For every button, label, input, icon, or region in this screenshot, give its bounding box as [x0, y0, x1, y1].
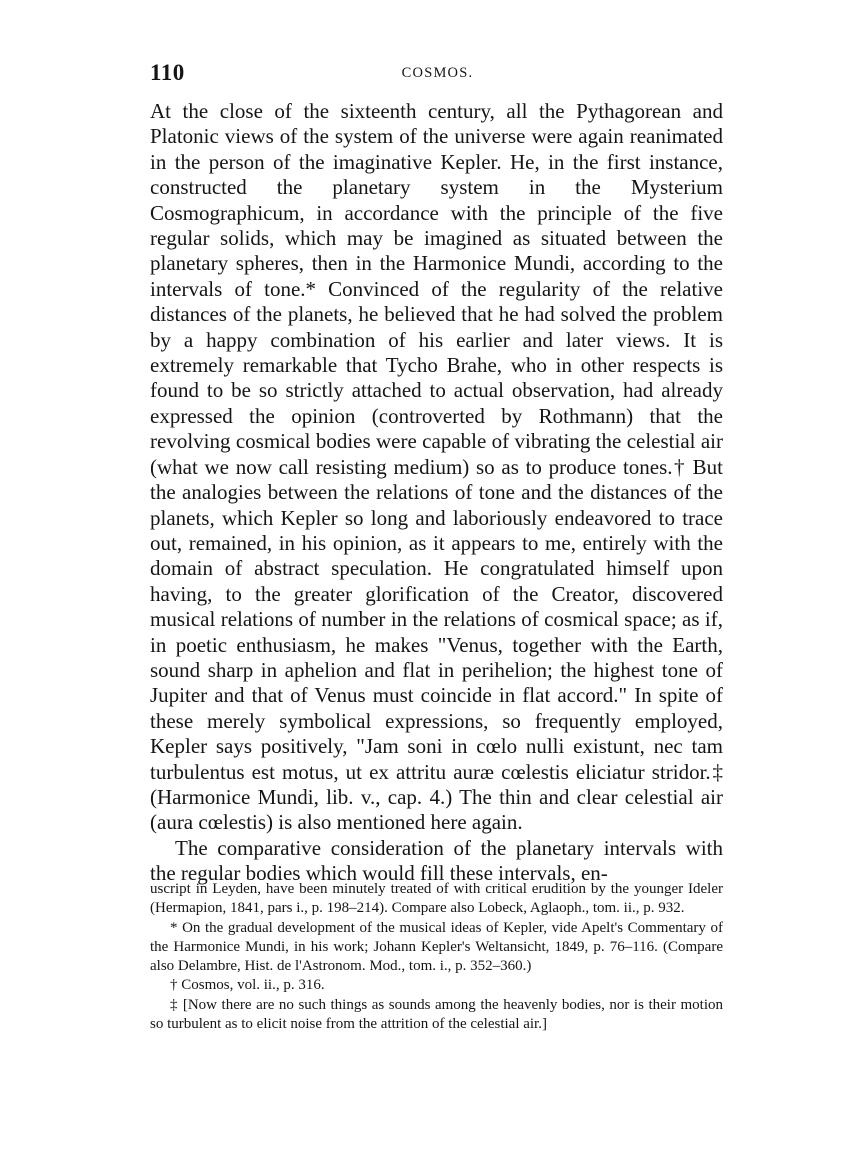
- main-text: [150, 99, 723, 887]
- paragraph-1: At the close of the sixteenth century, all the Pythagorean and Platonic views of the system of the universe were again reanimated in the person of the imaginative Kepler. He, in the first instance, constructed the planetary system in the Mysterium Cosmographicum, in accordance with the principle of the five regular solids, which may be imagined as situated between the planetary spheres, then in the Harmonice Mundi, according to the intervals of tone.* Convinced of the regularity of the relative distances of the planets, he believed that he had solved the problem by a happy combination of his earlier and later views. It is extremely remarkable that Tycho Brahe, who in other respects is found to be so strictly attached to actual observation, had already expressed the opinion (controverted by Rothmann) that the revolving cosmical bodies were capable of vibrating the celestial air (what we now call resisting medium) so as to produce tones.† But the analogies between the relations of tone and the distances of the planets, which Kepler so long and laboriously endeavored to trace out, remained, in his opinion, as it appears to me, entirely with the domain of abstract speculation. He congratulated himself upon having, to the greater glorification of the Creator, discovered musical relations of number in the relations of cosmical space; as if, in poetic enthusiasm, he makes "Venus, together with the Earth, sound sharp in aphelion and flat in perihelion; the highest tone of Jupiter and that of Venus must coincide in flat accord." In spite of these merely symbolical expressions, so frequently employed, Kepler says positively, "Jam soni in cœlo nulli existunt, nec tam turbulentus est motus, ut ex attritu auræ cœlestis eliciatur stridor.‡ (Harmonice Mundi, lib. v., cap. 4.) The thin and clear celestial air (aura cœlestis) is also mentioned here again.: [150, 99, 723, 835]
- footnote-continued: uscript in Leyden, have been minutely treated of with critical erudition by the younger Ideler (Hermapion, 1841, pars i., p. 198–214). Compare also Lobeck, Aglaoph., tom. ii., p. 932.: [150, 881, 723, 917]
- page-number: 110: [150, 60, 185, 85]
- running-head: COSMOS.: [401, 65, 474, 81]
- paragraph-2: The comparative consideration of the planetary intervals with the regular bodies which would fill these intervals, en-: [150, 835, 723, 886]
- footnote-double-dagger: ‡ [Now there are no such things as sounds among the heavenly bodies, nor is their motion so turbulent as to elicit noise from the attrition of the celestial air.]: [150, 996, 723, 1033]
- footnotes: [150, 880, 723, 1034]
- footnote-dagger: † Cosmos, vol. ii., p. 316.: [170, 977, 325, 994]
- footnote-star: * On the gradual development of the musical ideas of Kepler, vide Apelt's Commentary of the Harmonice Mundi, in his work; Johann Kepler's Weltansicht, 1849, p. 76–116. (Compare also Delambre, Hist. de l'Astronom. Mod., tom. i., p. 352–360.): [150, 919, 723, 975]
- page-header: [150, 60, 725, 90]
